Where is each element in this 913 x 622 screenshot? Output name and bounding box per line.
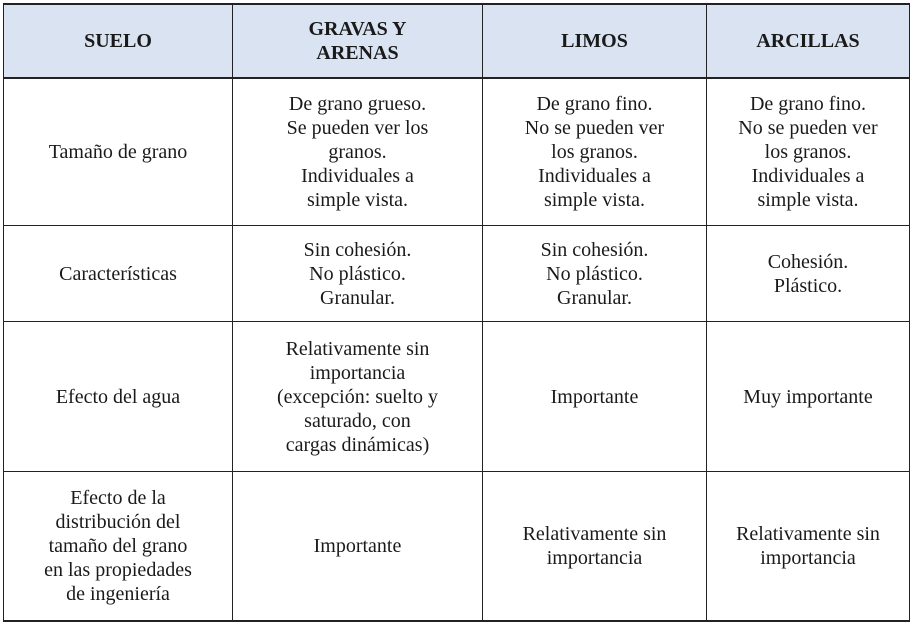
cell-limos-agua: [483, 322, 707, 472]
cell-line: Individuales a: [751, 165, 865, 187]
cell-line: simple vista.: [757, 189, 859, 211]
cell-line: Efecto de la: [70, 487, 166, 509]
cell-line: Tamaño de grano: [48, 141, 188, 163]
cell-line: Relativamente sin: [736, 523, 880, 545]
cell-line: en las propiedades: [44, 559, 192, 581]
header-line: ARCILLAS: [756, 30, 860, 52]
row-label-efecto-del-agua: [4, 322, 233, 472]
cell-line: No se pueden ver: [524, 117, 665, 139]
cell-line: los granos.: [551, 141, 638, 163]
cell-line: Relativamente sin: [285, 337, 430, 360]
cell-line: importancia: [760, 547, 856, 569]
row-label-caracteristicas: [4, 226, 233, 322]
table-body: [4, 78, 910, 621]
cell-line: Sin cohesión.: [303, 238, 412, 261]
cell-line: importancia: [309, 361, 406, 384]
cell-limos-tamano: [483, 78, 707, 226]
header-limos: [483, 4, 707, 78]
header-gravas-y-arenas: [233, 4, 483, 78]
cell-line: Importante: [550, 385, 639, 408]
cell-line: No plástico.: [309, 262, 406, 285]
cell-arcillas-distribucion: [707, 472, 910, 622]
cell-line: Granular.: [557, 286, 632, 309]
header-suelo: [4, 4, 233, 78]
cell-line: No plástico.: [546, 262, 643, 285]
cell-line: los granos.: [764, 141, 852, 163]
cell-line: Características: [59, 262, 177, 285]
row-label-tamano-de-grano: [4, 78, 233, 226]
cell-line: De grano fino.: [749, 93, 867, 115]
soil-comparison-table-wrapper: [3, 3, 910, 622]
table-row: [4, 322, 910, 472]
cell-line: tamaño del grano: [48, 535, 188, 557]
table-row: [4, 472, 910, 622]
cell-line: simple vista.: [306, 189, 409, 211]
cell-line: Plástico.: [773, 274, 843, 297]
header-line: ARENAS: [316, 42, 399, 64]
cell-line: Se pueden ver los: [286, 117, 429, 139]
cell-gravas-distribucion: [233, 472, 483, 622]
cell-line: De grano grueso.: [288, 93, 427, 115]
cell-line: granos.: [328, 141, 387, 163]
cell-gravas-tamano: [233, 78, 483, 226]
cell-line: saturado, con: [304, 409, 411, 432]
cell-gravas-caracteristicas: [233, 226, 483, 322]
cell-gravas-agua: [233, 322, 483, 472]
cell-line: Efecto del agua: [55, 385, 181, 408]
cell-arcillas-caracteristicas: [707, 226, 910, 322]
cell-limos-caracteristicas: [483, 226, 707, 322]
cell-line: distribución del: [55, 511, 181, 533]
table-row: [4, 226, 910, 322]
cell-arcillas-tamano: [707, 78, 910, 226]
cell-line: simple vista.: [543, 189, 646, 211]
header-row: [4, 4, 910, 78]
cell-line: De grano fino.: [536, 93, 653, 115]
cell-line: Sin cohesión.: [540, 238, 649, 261]
cell-line: de ingeniería: [66, 583, 170, 605]
cell-line: Relativamente sin: [522, 523, 667, 545]
cell-line: Muy importante: [743, 385, 873, 408]
cell-limos-distribucion: [483, 472, 707, 622]
soil-comparison-table: [3, 3, 910, 622]
cell-line: Individuales a: [538, 165, 651, 187]
header-arcillas: [707, 4, 910, 78]
cell-line: Cohesión.: [767, 250, 849, 273]
table-header: [4, 4, 910, 78]
cell-line: Individuales a: [301, 165, 414, 187]
cell-arcillas-agua: [707, 322, 910, 472]
row-label-efecto-distribucion: [4, 472, 233, 622]
cell-line: Importante: [313, 535, 402, 557]
table-row: [4, 78, 910, 226]
header-line: SUELO: [84, 30, 152, 52]
header-line: GRAVAS Y: [308, 18, 407, 40]
header-line: LIMOS: [561, 30, 628, 52]
cell-line: cargas dinámicas): [285, 433, 430, 456]
cell-line: No se pueden ver: [738, 117, 878, 139]
cell-line: importancia: [546, 547, 643, 569]
cell-line: (excepción: suelto y: [276, 385, 439, 408]
cell-line: Granular.: [320, 286, 395, 309]
